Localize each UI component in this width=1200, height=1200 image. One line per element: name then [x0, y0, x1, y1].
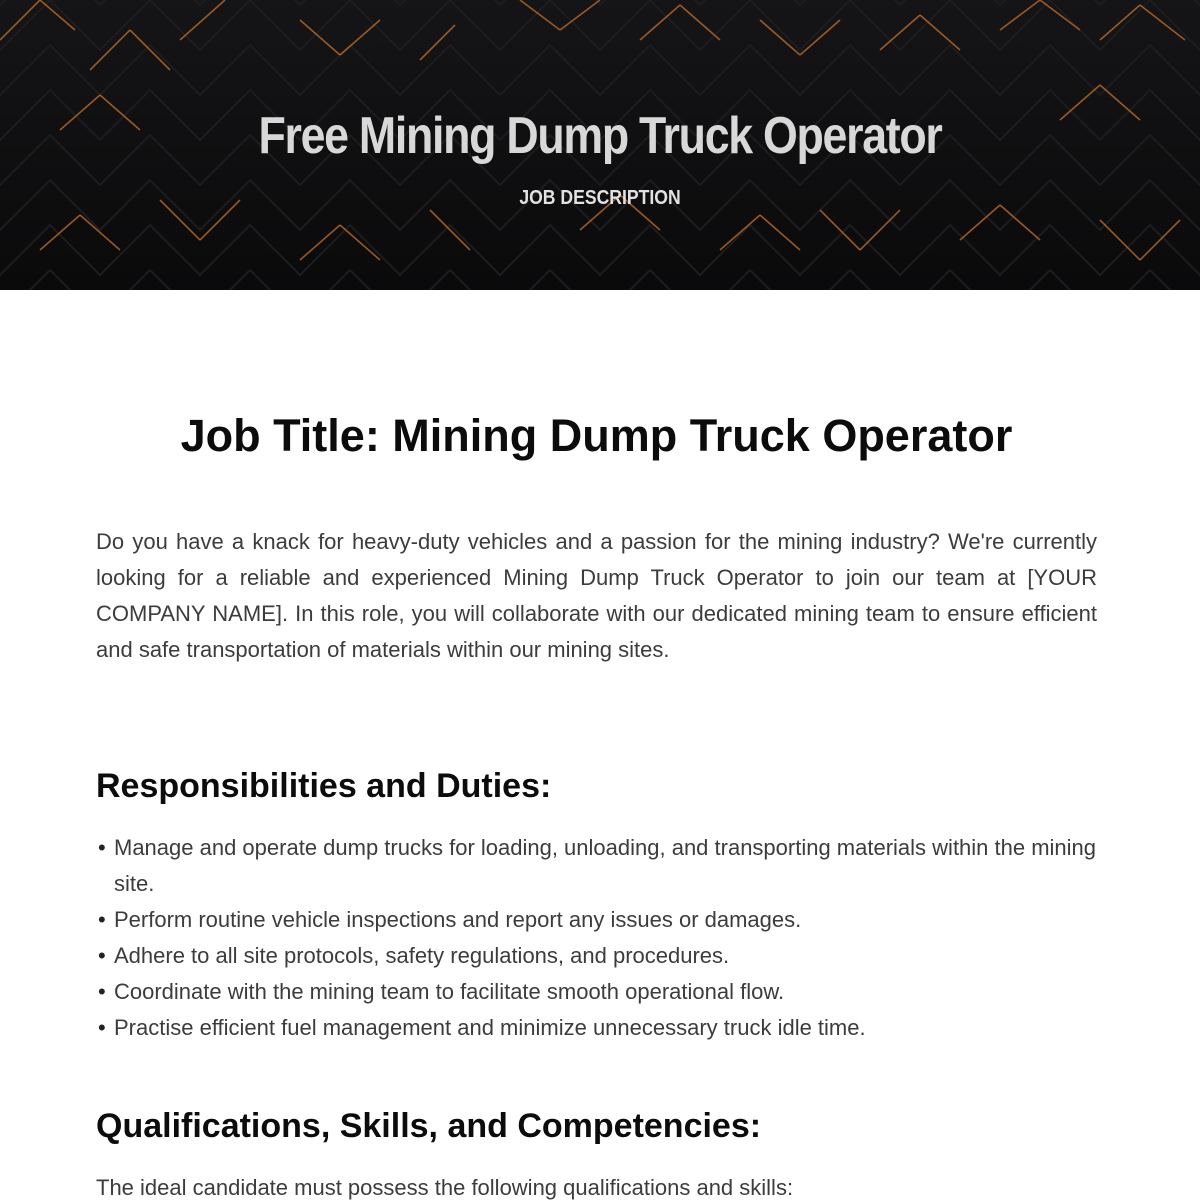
- bullet-icon: •: [98, 1015, 106, 1040]
- banner-subtitle: JOB DESCRIPTION: [519, 187, 681, 209]
- list-item-text: Coordinate with the mining team to facilitate smooth operational flow.: [114, 979, 785, 1004]
- bullet-icon: •: [98, 907, 106, 932]
- list-item-text: Perform routine vehicle inspections and report any issues or damages.: [114, 907, 802, 932]
- list-item-text: Practise efficient fuel management and minimize unnecessary truck idle time.: [114, 1015, 866, 1040]
- list-item-text: Manage and operate dump trucks for loading, unloading, and transporting materials within the mining site.: [114, 835, 1097, 896]
- list-item: [96, 938, 1097, 974]
- qualifications-intro: The ideal candidate must possess the following qualifications and skills:: [96, 1175, 794, 1200]
- bullet-icon: •: [98, 835, 106, 860]
- list-item: [96, 902, 1097, 938]
- list-item-text: Adhere to all site protocols, safety regulations, and procedures.: [114, 943, 730, 968]
- list-item: [96, 830, 1097, 902]
- list-item: [96, 1010, 1097, 1046]
- intro-paragraph: Do you have a knack for heavy-duty vehicles and a passion for the mining industry? We're currently looking for a reliable and experienced Mining Dump Truck Operator to join our team at [YOUR COMPANY NAME]. In this role, you will collaborate with our dedicated mining team to ensure efficient and safe transportation of materials within our mining sites.: [96, 529, 1097, 662]
- header-banner: [0, 0, 1200, 290]
- bullet-icon: •: [98, 943, 106, 968]
- banner-title: Free Mining Dump Truck Operator: [258, 107, 942, 165]
- list-item: [96, 974, 1097, 1010]
- bullet-icon: •: [98, 979, 106, 1004]
- responsibilities-list: [96, 830, 1097, 1046]
- document-title: Job Title: Mining Dump Truck Operator: [180, 410, 1013, 461]
- qualifications-heading: Qualifications, Skills, and Competencies:: [96, 1107, 762, 1145]
- responsibilities-heading: Responsibilities and Duties:: [96, 767, 552, 805]
